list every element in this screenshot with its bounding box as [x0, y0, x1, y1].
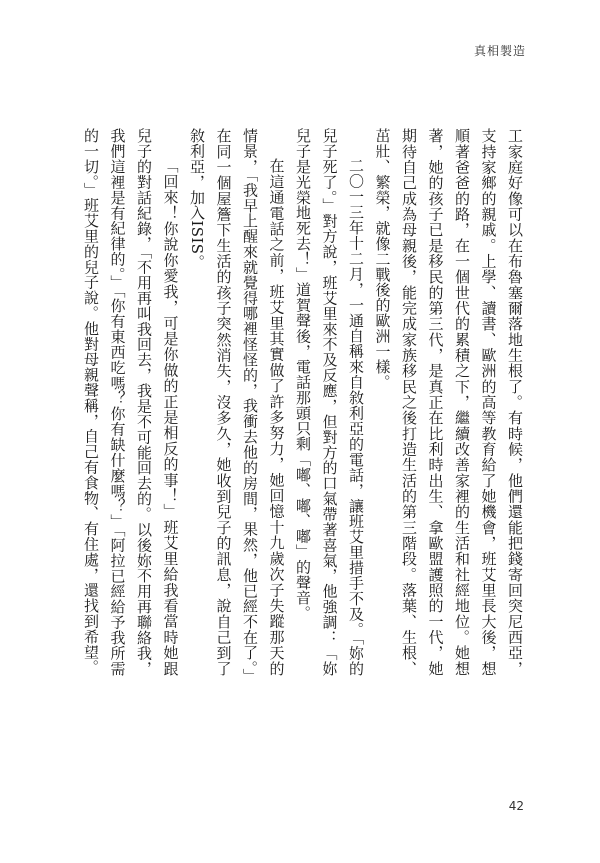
page-number: 42 — [508, 799, 524, 813]
body-text — [78, 128, 529, 676]
running-header: 真相製造 — [473, 44, 526, 58]
paragraph-1: 工家庭好像可以在布魯塞爾落地生根了。有時候，他們還能把錢寄回突尼西亞，支持家鄉的親戚。上學、讀書、歐洲的高等教育給了她機會，班艾里長大後，想順著爸爸的路，在一個世代的累積之下，繼續改善家裡的生活和社經地位。她想著，她的孩子已是移民的第三代，是真正在比利時出生、拿歐盟護照的一代，她期待自己成為母親後，能完成家族移民之後打造生活的第三階段。落葉、生根、茁壯、繁榮，就像二戰後的歐洲一樣。 — [373, 128, 524, 676]
paragraph-4: 「回來！你說你愛我，可是你做的正是相反的事！」班艾里給我看當時她跟兒子的對話紀錄，「不用再叫我回去，我是不可能回去的。以後妳不用再聯絡我，我們這裡是有紀律的。」「你有東西吃嗎？你有缺什麼嗎？」「阿拉已經給予我所需的一切。」班艾里的兒子說。他對母親聲稱，自己有食物、有住處，還找到希望。 — [82, 128, 180, 676]
paragraph-3: 在這通電話之前，班艾里其實做了許多努力，她回憶十九歲次子失蹤那天的情景，「我早上醒來就覺得哪裡怪怪的，我衝去他的房間，果然，他已經不在了。」在同一個屋簷下生活的孩子突然消失，沒多久，她收到兒子的訊息，說自己到了敘利亞，加入ISIS。 — [188, 128, 286, 676]
paragraph-2: 二〇一三年十二月，一通自稱來自敘利亞的電話，讓班艾里措手不及。「妳的兒子死了。」對方說，班艾里來不及反應，但對方的口氣帶著喜氣，他強調：「妳兒子是光榮地死去！」道賀聲後，電話那頭只剩「嘟、嘟、嘟」的聲音。 — [294, 128, 365, 676]
